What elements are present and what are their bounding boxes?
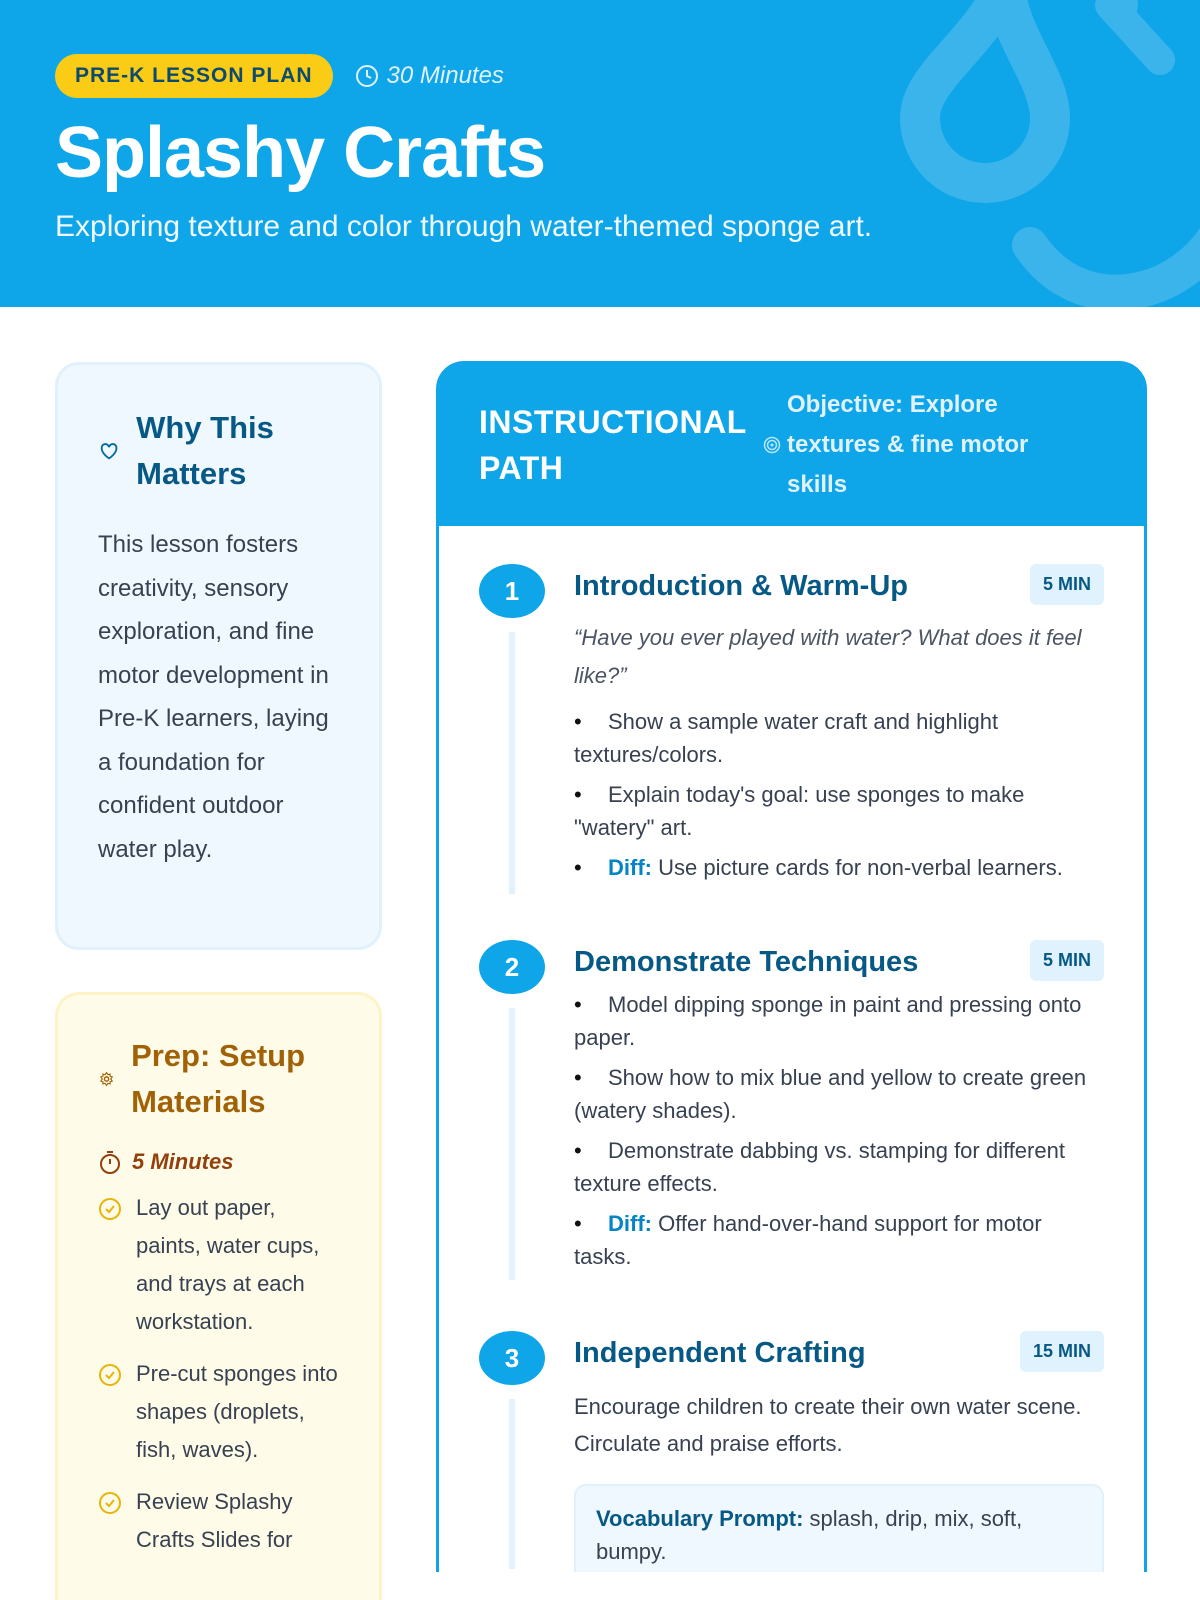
step-2 [439,940,1144,1273]
step-number: 3 [479,1331,545,1385]
diff-text: Use picture cards for non-verbal learners. [651,855,1063,880]
prep-item [98,1355,339,1469]
check-circle-icon [98,1363,122,1387]
vocabulary-prompt [574,1484,1104,1572]
prep-item [98,1483,339,1559]
step-bullet-diff [574,1207,1104,1273]
step-3 [439,1331,1144,1572]
step-bullet: • Show a sample water craft and highlight textures/colors. [574,705,1104,771]
step-bullet-diff [574,851,1104,884]
timeline-line [509,1008,515,1280]
prep-item [98,1189,339,1341]
step-text: Encourage children to create their own water scene. Circulate and praise efforts. [574,1394,1082,1456]
water-drop-decoration-icon [880,0,1200,307]
step-time-badge: 5 MIN [1030,564,1104,605]
step-number: 1 [479,564,545,618]
prep-duration-text: 5 Minutes [132,1149,234,1174]
heart-icon [98,437,120,465]
clock-icon [355,64,379,88]
gear-icon [98,1066,115,1092]
page-title: Splashy Crafts [55,113,546,193]
prep-duration [98,1149,339,1175]
why-card [55,362,382,950]
diff-text: Offer hand-over-hand support for motor tasks. [574,1211,1042,1269]
lesson-duration [355,62,504,90]
page-subtitle: Exploring texture and color through water-themed sponge art. [55,210,873,243]
step-title: Introduction & Warm-Up [574,570,908,602]
diff-label: Diff: [608,855,652,880]
target-icon [763,436,781,454]
prep-title: Prep: Setup Materials [131,1038,306,1119]
step-quote: “Have you ever played with water? What does it feel like?” [574,625,1082,688]
check-circle-icon [98,1491,122,1515]
step-bullet: • Explain today's goal: use sponges to make "watery" art. [574,778,1104,844]
step-bullet: • Model dipping sponge in paint and pressing onto paper. [574,988,1104,1054]
step-number: 2 [479,940,545,994]
step-title: Demonstrate Techniques [574,946,919,978]
vocab-label: Vocabulary Prompt: [596,1506,804,1531]
prep-item-text: Lay out paper, paints, water cups, and trays at each workstation. [136,1195,320,1334]
prep-card [55,992,382,1600]
why-title: Why This Matters [136,410,274,491]
step-bullet: • Show how to mix blue and yellow to create green (watery shades). [574,1061,1104,1127]
lesson-type-badge: PRE-K LESSON PLAN [55,54,333,98]
duration-text: 30 Minutes [386,62,504,89]
diff-label: Diff: [608,1211,652,1236]
objective [763,385,1077,505]
timeline-line [509,1399,515,1569]
objective-text: Objective: Explore textures & fine motor skills [787,391,1029,498]
path-title: INSTRUCTIONAL PATH [479,404,747,486]
step-bullet: • Demonstrate dabbing vs. stamping for different texture effects. [574,1134,1104,1200]
why-body: This lesson fosters creativity, sensory exploration, and fine motor development in Pre-K learners, laying a foundation for confident outdoor water play. [98,531,329,863]
step-time-badge: 15 MIN [1020,1331,1104,1372]
step-time-badge: 5 MIN [1030,940,1104,981]
timeline-line [509,632,515,894]
step-title: Independent Crafting [574,1337,866,1369]
step-1 [439,564,1144,884]
hero-header [0,0,1200,307]
prep-item-text: Pre-cut sponges into shapes (droplets, fish, waves). [136,1361,338,1462]
instructional-path-card [436,361,1147,1572]
prep-item-text: Review Splashy Crafts Slides for [136,1489,293,1552]
vocab-text: splash, drip, mix, soft, bumpy. [596,1506,1023,1564]
check-circle-icon [98,1197,122,1221]
stopwatch-icon [98,1149,122,1175]
